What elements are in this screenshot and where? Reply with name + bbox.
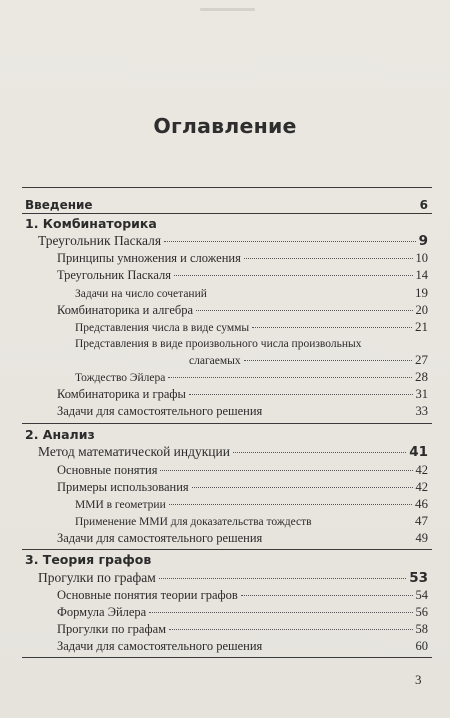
toc-leader: [244, 360, 412, 361]
toc-item[interactable]: [57, 638, 428, 654]
toc-entry-label: Основные понятия: [57, 463, 158, 477]
toc-entry-page: 60: [415, 639, 428, 653]
toc-item[interactable]: [57, 604, 428, 620]
toc-leader: [160, 470, 412, 471]
toc-leader: [159, 578, 406, 579]
toc-leader: [168, 377, 412, 378]
toc-item[interactable]: [57, 403, 428, 419]
toc-entry-page: 49: [415, 531, 428, 545]
toc-subitem[interactable]: [75, 496, 428, 513]
toc-entry-intro[interactable]: [25, 197, 428, 213]
toc-entry-label: Треугольник Паскаля: [38, 233, 162, 248]
toc-leader: [189, 394, 413, 395]
page-number: 3: [415, 672, 422, 687]
toc-entry-page: 56: [415, 605, 428, 619]
toc-entry-label: Треугольник Паскаля: [57, 268, 171, 282]
divider: [22, 423, 432, 424]
toc-entry-label: Введение: [25, 198, 93, 212]
toc-entry-label: Прогулки по графам: [57, 622, 167, 636]
toc-entry-page: 33: [415, 404, 428, 418]
toc-chapter-label: 3. Теория графов: [25, 552, 152, 567]
toc-entry-page: 19: [415, 285, 428, 300]
toc-section[interactable]: [38, 570, 428, 586]
toc-section[interactable]: [38, 444, 428, 460]
toc-chapter-label: 2. Анализ: [25, 427, 95, 442]
toc-subitem-label-line1: Представления в виде произвольного числа произвольных: [75, 338, 362, 350]
toc-leader: [241, 595, 413, 596]
toc-entry-page: 53: [409, 570, 428, 586]
toc-entry-page: 9: [418, 233, 428, 249]
toc-section[interactable]: [38, 233, 428, 249]
toc-entry-label: Формула Эйлера: [57, 605, 147, 619]
toc-entry-page: 28: [415, 369, 428, 384]
toc-item[interactable]: [57, 587, 428, 603]
toc-leader: [169, 629, 412, 630]
toc-entry-label: ММИ в геометрии: [75, 499, 166, 511]
divider: [22, 549, 432, 550]
toc-item[interactable]: [57, 530, 428, 546]
toc-entry-page: 20: [415, 303, 428, 317]
toc-entry-label: Метод математической индукции: [38, 444, 230, 459]
toc-entry-label: Основные понятия теории графов: [57, 588, 238, 602]
toc-item[interactable]: [57, 479, 428, 495]
toc-entry-page: 42: [415, 480, 428, 494]
toc-item[interactable]: [57, 250, 428, 266]
toc-leader: [174, 275, 413, 276]
toc-entry-label: Комбинаторика и графы: [57, 387, 186, 401]
toc-entry-label: Представления числа в виде суммы: [75, 322, 250, 334]
toc-leader: [164, 241, 416, 242]
toc-entry-page: 21: [415, 319, 428, 334]
toc-entry-page: 46: [415, 496, 428, 511]
toc-entry-label: Задачи для самостоятельного решения: [57, 531, 263, 545]
toc-entry-page: 41: [409, 444, 428, 460]
toc-entry-label: Применение ММИ для доказательства тождеств: [75, 516, 312, 528]
toc-entry-page: 54: [415, 588, 428, 602]
divider: [22, 213, 432, 214]
toc-subitem[interactable]: [75, 319, 428, 336]
toc-chapter-label: 1. Комбинаторика: [25, 216, 157, 231]
toc-entry-page: 58: [415, 622, 428, 636]
toc-entry-label: Задачи на число сочетаний: [75, 288, 207, 300]
toc-item[interactable]: [57, 267, 428, 283]
toc-leader: [149, 612, 412, 613]
toc-entry-label: Комбинаторика и алгебра: [57, 303, 194, 317]
toc-entry-label: Принципы умножения и сложения: [57, 251, 241, 265]
toc-entry-label: Задачи для самостоятельного решения: [57, 639, 263, 653]
toc-leader: [252, 327, 412, 328]
toc-subitem[interactable]: [75, 513, 428, 530]
toc-leader: [192, 487, 413, 488]
toc-chapter-heading[interactable]: [25, 552, 151, 568]
toc-entry-label: Задачи для самостоятельного решения: [57, 404, 263, 418]
toc-subitem[interactable]: [75, 352, 428, 369]
toc-entry-label: Примеры использования: [57, 480, 189, 494]
page-title: Оглавление: [153, 114, 297, 138]
toc-entry-page: 27: [415, 352, 428, 367]
toc-chapter-heading[interactable]: [25, 427, 95, 443]
toc-subitem[interactable]: [75, 285, 428, 302]
toc-entry-label: Прогулки по графам: [38, 570, 156, 585]
page-scan-mark: [200, 8, 255, 11]
toc-entry-label: Тождество Эйлера: [75, 372, 166, 384]
toc-leader: [233, 452, 406, 453]
toc-entry-page: 10: [415, 251, 428, 265]
toc-item[interactable]: [57, 302, 428, 318]
divider: [22, 657, 432, 658]
toc-entry-page: 47: [415, 513, 428, 528]
toc-entry-page: 6: [419, 198, 428, 212]
toc-item[interactable]: [57, 621, 428, 637]
toc-leader: [196, 310, 412, 311]
toc-entry-page: 31: [415, 387, 428, 401]
toc-subitem[interactable]: [75, 369, 428, 386]
toc-item[interactable]: [57, 386, 428, 402]
toc-entry-label: слагаемых: [189, 355, 241, 367]
divider: [22, 187, 432, 188]
toc-chapter-heading[interactable]: [25, 216, 157, 232]
toc-item[interactable]: [57, 462, 428, 478]
toc-entry-page: 42: [415, 463, 428, 477]
toc-leader: [169, 504, 412, 505]
toc-leader: [244, 258, 413, 259]
toc-entry-page: 14: [415, 268, 428, 282]
